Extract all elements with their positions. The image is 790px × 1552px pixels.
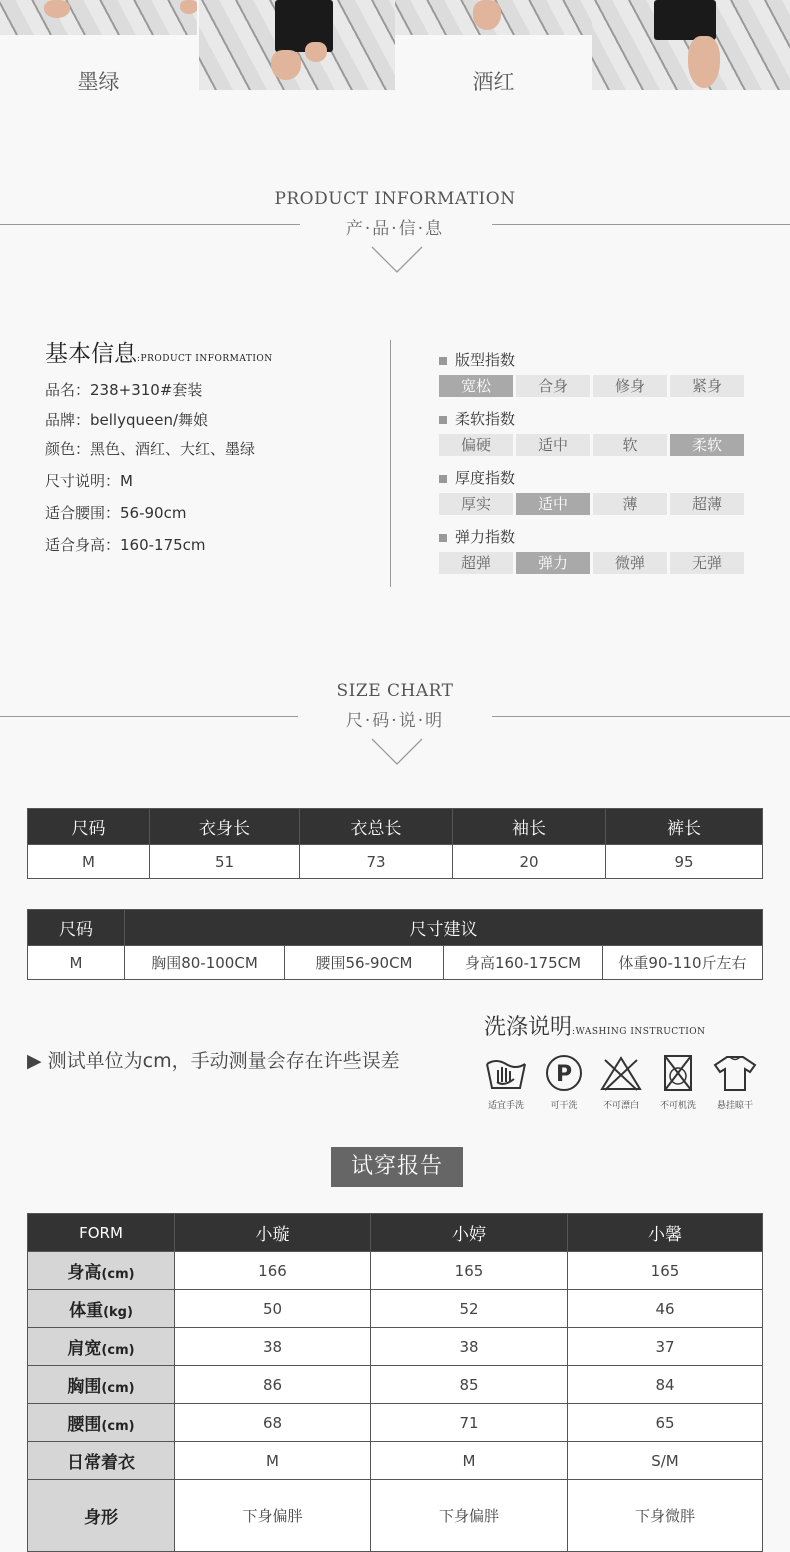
- body-length-header: 衣身长: [150, 809, 300, 845]
- try-on-report-badge: 试穿报告: [331, 1147, 463, 1187]
- info-size: 尺寸说明：M: [45, 472, 133, 490]
- model-3-header: 小馨: [568, 1214, 763, 1252]
- index-name: 版型指数: [455, 351, 516, 369]
- square-bullet-icon: [439, 357, 447, 365]
- report-cell: S/M: [568, 1442, 763, 1480]
- row-label-text: 胸围: [67, 1377, 102, 1397]
- index-option: 合身: [516, 375, 590, 397]
- product-info-subtitle: 产·品·信·息: [345, 219, 445, 239]
- color-label-red: 酒红: [472, 70, 515, 94]
- row-label-text: 体重: [69, 1301, 104, 1321]
- row-label-text: 肩宽: [67, 1339, 102, 1359]
- waist-advice: 腰围56-90CM: [285, 946, 444, 980]
- index-option: 紧身: [670, 375, 744, 397]
- index-name: 柔软指数: [455, 410, 516, 428]
- dry-clean-letter: P: [555, 1062, 573, 1087]
- report-row-label: [28, 1328, 175, 1366]
- index-option: 薄: [593, 493, 667, 515]
- basic-info-title-en: :PRODUCT INFORMATION: [137, 354, 273, 364]
- no-bleach-label: 不可漂白: [602, 1101, 639, 1111]
- report-cell: 46: [568, 1290, 763, 1328]
- report-cell: 71: [371, 1404, 568, 1442]
- chevron-down-icon: [370, 737, 424, 767]
- index-heading: [439, 408, 515, 429]
- no-machine-wash-icon: [656, 1054, 700, 1092]
- square-bullet-icon: [439, 416, 447, 424]
- measurement-note: ▶ 测试单位为cm，手动测量会存在许些误差: [27, 1050, 400, 1072]
- hang-dry-icon: [713, 1054, 757, 1092]
- row-label-text: 日常着衣: [67, 1453, 135, 1473]
- report-cell: M: [175, 1442, 371, 1480]
- no-machine-wash-item: [650, 1054, 706, 1111]
- report-row-label: [28, 1404, 175, 1442]
- model-1-header: 小璇: [175, 1214, 371, 1252]
- index-option: 偏硬: [439, 434, 513, 456]
- no-bleach-item: [593, 1054, 649, 1111]
- report-cell: 38: [175, 1328, 371, 1366]
- report-row-label: [28, 1480, 175, 1552]
- size-chart-table: [27, 808, 763, 879]
- product-photo: [592, 0, 790, 90]
- index-option: 弹力: [516, 552, 590, 574]
- report-cell: 37: [568, 1328, 763, 1366]
- no-machine-wash-label: 不可机洗: [659, 1101, 696, 1111]
- row-unit: (cm): [101, 1381, 135, 1396]
- weight-advice: 体重90-110斤左右: [603, 946, 763, 980]
- index-option: 无弹: [670, 552, 744, 574]
- sleeve-length-value: 20: [453, 845, 606, 879]
- product-photo: [395, 0, 592, 35]
- hang-dry-label: 悬挂晾干: [716, 1101, 753, 1111]
- row-label-text: 身高: [67, 1263, 102, 1283]
- form-header: FORM: [28, 1214, 175, 1252]
- index-name: 厚度指数: [455, 469, 516, 487]
- index-option: 超弹: [439, 552, 513, 574]
- report-cell: 50: [175, 1290, 371, 1328]
- product-photo: [199, 0, 395, 90]
- pants-length-header: 裤长: [606, 809, 763, 845]
- report-cell: 85: [371, 1366, 568, 1404]
- size-value: M: [28, 845, 150, 879]
- report-cell: 65: [568, 1404, 763, 1442]
- index-option: 微弹: [593, 552, 667, 574]
- index-option: 软: [593, 434, 667, 456]
- hand-wash-icon: [484, 1054, 528, 1092]
- size-advice-header: 尺寸建议: [125, 910, 763, 946]
- report-cell: M: [371, 1442, 568, 1480]
- info-waist: 适合腰围：56-90cm: [45, 504, 187, 522]
- total-length-value: 73: [300, 845, 453, 879]
- index-option: 超薄: [670, 493, 744, 515]
- size-value: M: [28, 946, 125, 980]
- square-bullet-icon: [439, 534, 447, 542]
- index-option: 修身: [593, 375, 667, 397]
- hand-wash-label: 适宜手洗: [487, 1101, 524, 1111]
- try-on-report-table: [27, 1213, 763, 1552]
- report-row-label: [28, 1442, 175, 1480]
- report-cell: 68: [175, 1404, 371, 1442]
- dry-clean-item: [536, 1054, 592, 1111]
- dry-clean-icon: [542, 1054, 586, 1092]
- height-advice: 身高160-175CM: [444, 946, 603, 980]
- chevron-down-icon: [370, 245, 424, 275]
- body-length-value: 51: [150, 845, 300, 879]
- index-option: 厚实: [439, 493, 513, 515]
- product-info-title: PRODUCT INFORMATION: [274, 189, 516, 209]
- index-heading: [439, 349, 515, 370]
- size-chart-subtitle: 尺·码·说·明: [345, 711, 445, 731]
- index-heading: [439, 467, 515, 488]
- report-cell: 165: [371, 1252, 568, 1290]
- report-row-label: [28, 1290, 175, 1328]
- row-label-text: 身形: [84, 1508, 118, 1528]
- index-heading: [439, 526, 515, 547]
- report-cell: 下身微胖: [568, 1480, 763, 1552]
- info-colors: 颜色：黑色、酒红、大红、墨绿: [45, 440, 256, 458]
- report-cell: 下身偏胖: [175, 1480, 371, 1552]
- report-cell: 166: [175, 1252, 371, 1290]
- square-bullet-icon: [439, 475, 447, 483]
- row-unit: (kg): [103, 1305, 133, 1320]
- size-chart-title: SIZE CHART: [336, 681, 454, 701]
- size-advice-table: [27, 909, 763, 980]
- size-header: 尺码: [28, 809, 150, 845]
- product-photo: [0, 0, 197, 35]
- info-product-name: 品名：238+310#套装: [45, 381, 203, 399]
- index-option: 适中: [516, 434, 590, 456]
- report-cell: 84: [568, 1366, 763, 1404]
- pants-length-value: 95: [606, 845, 763, 879]
- vertical-divider: [390, 340, 391, 587]
- report-row-label: [28, 1366, 175, 1404]
- report-cell: 165: [568, 1252, 763, 1290]
- report-cell: 86: [175, 1366, 371, 1404]
- basic-info-title: 基本信息: [45, 341, 137, 367]
- model-2-header: 小婷: [371, 1214, 568, 1252]
- report-cell: 52: [371, 1290, 568, 1328]
- row-unit: (cm): [101, 1343, 135, 1358]
- washing-title: 洗涤说明: [484, 1015, 573, 1040]
- report-cell: 下身偏胖: [371, 1480, 568, 1552]
- index-option: 柔软: [670, 434, 744, 456]
- row-unit: (cm): [101, 1267, 135, 1282]
- index-name: 弹力指数: [455, 528, 516, 546]
- report-cell: 38: [371, 1328, 568, 1366]
- color-label-green: 墨绿: [77, 70, 120, 94]
- size-header: 尺码: [28, 910, 125, 946]
- basic-info-heading: [45, 335, 273, 368]
- dry-clean-label: 可干洗: [550, 1101, 578, 1111]
- hang-dry-item: [707, 1054, 763, 1111]
- index-option: 适中: [516, 493, 590, 515]
- row-label-text: 腰围: [67, 1415, 102, 1435]
- no-bleach-icon: [599, 1054, 643, 1092]
- washing-heading: [484, 1010, 706, 1041]
- info-brand: 品牌：bellyqueen/舞娘: [45, 411, 209, 429]
- hand-wash-item: [478, 1054, 534, 1111]
- row-unit: (cm): [101, 1419, 135, 1434]
- sleeve-length-header: 袖长: [453, 809, 606, 845]
- info-height: 适合身高：160-175cm: [45, 536, 206, 554]
- washing-title-en: :WASHING INSTRUCTION: [572, 1027, 706, 1037]
- total-length-header: 衣总长: [300, 809, 453, 845]
- report-row-label: [28, 1252, 175, 1290]
- bust-advice: 胸围80-100CM: [125, 946, 285, 980]
- index-option: 宽松: [439, 375, 513, 397]
